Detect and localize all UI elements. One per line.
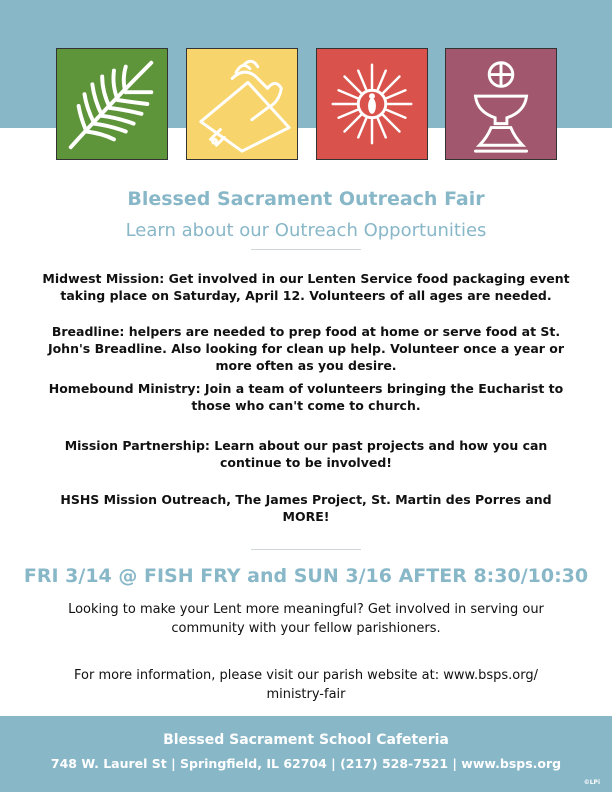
footer-address: 748 W. Laurel St | Springfield, IL 62704 | (217) 528-7521 | www.bsps.org — [50, 756, 562, 771]
page-subtitle: Learn about our Outreach Opportunities — [125, 220, 487, 241]
palm-branch-icon — [57, 49, 167, 159]
midwest-mission-paragraph: Midwest Mission: Get involved in our Lenten Service food packaging event taking place on Saturday, April 12. Volunteers of all ages are needed. — [42, 271, 570, 303]
hand-tile — [186, 48, 298, 160]
page-title: Blessed Sacrament Outreach Fair — [127, 188, 485, 210]
more-info-text: For more information, please visit our parish website at: www.bsps.org/ ministry-fair — [74, 668, 538, 702]
homebound-ministry-paragraph: Homebound Ministry: Join a team of volunteers bringing the Eucharist to those who can't come to church. — [48, 381, 564, 413]
divider — [251, 249, 361, 250]
event-dates-heading: FRI 3/14 @ FISH FRY and SUN 3/16 AFTER 8:30/10:30 — [23, 565, 589, 587]
lent-invitation-text: Looking to make your Lent more meaningful? Get involved in serving our community with your fellow parishioners. — [68, 602, 544, 636]
footer-location: Blessed Sacrament School Cafeteria — [163, 732, 449, 748]
chalice-tile — [445, 48, 557, 160]
chalice-icon — [446, 49, 556, 159]
copyright-mark: ©LPi — [583, 779, 600, 786]
hand-icon — [187, 49, 297, 159]
footer-band — [0, 716, 612, 792]
divider — [251, 549, 361, 550]
breadline-paragraph: Breadline: helpers are needed to prep food at home or serve food at St. John's Breadline. Also looking for clean up help. Volunteer once a year or more often as you desire. — [47, 324, 565, 373]
mission-partnership-paragraph: Mission Partnership: Learn about our past projects and how you can continue to be involved! — [64, 438, 548, 470]
other-outreach-paragraph: HSHS Mission Outreach, The James Project, St. Martin des Porres and MORE! — [60, 492, 552, 524]
palm-branch-tile — [56, 48, 168, 160]
monstrance-icon — [317, 49, 427, 159]
monstrance-tile — [316, 48, 428, 160]
